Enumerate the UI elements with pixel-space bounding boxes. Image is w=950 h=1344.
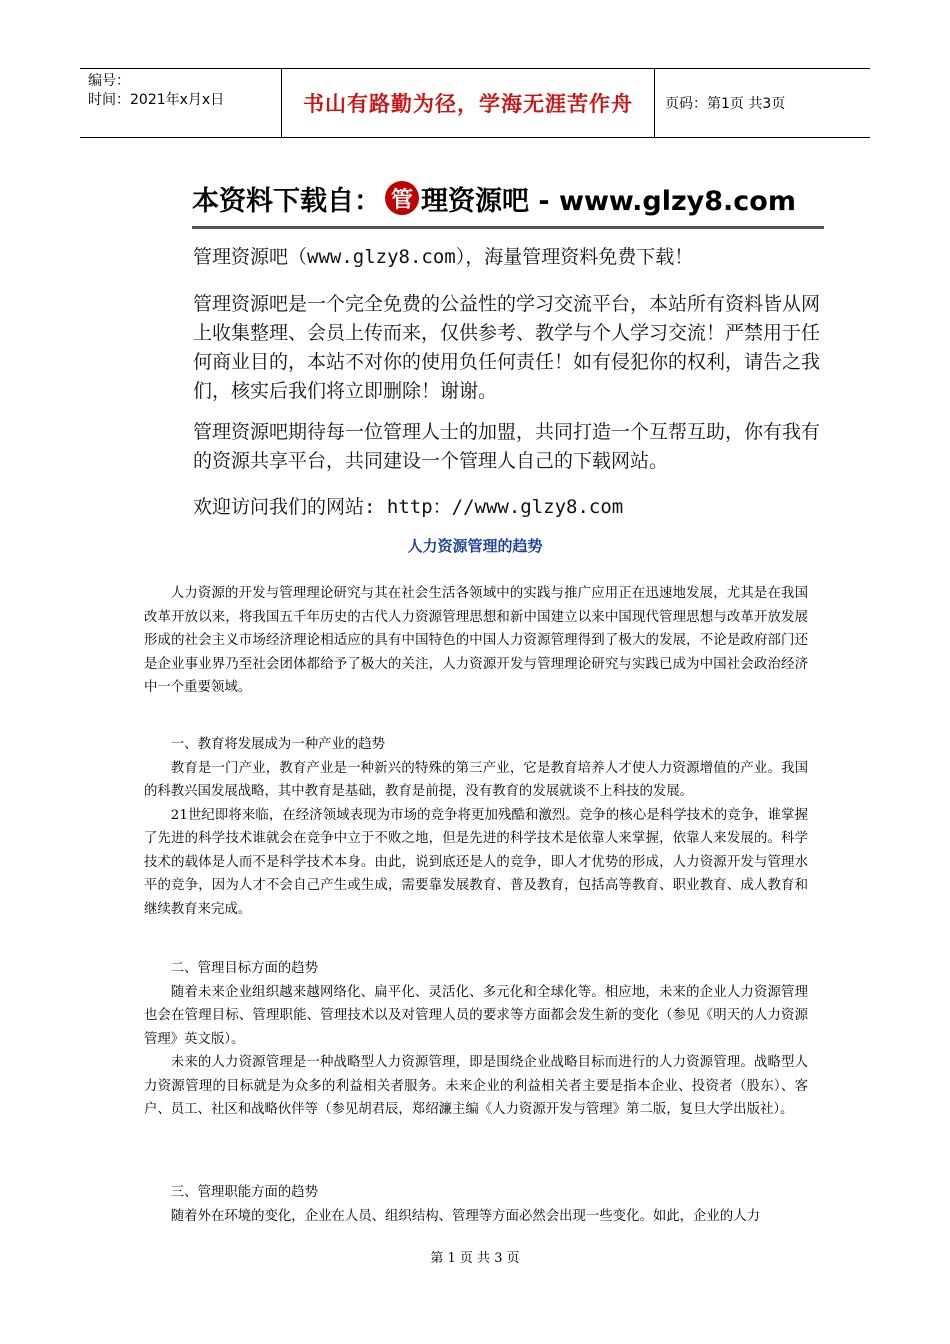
banner-prefix: 本资料下载自： (192, 185, 381, 217)
section-3 (144, 1181, 808, 1228)
promo-text-4: 欢迎访问我们的网站: http：//www.glzy8.com (193, 496, 624, 518)
banner-divider (192, 226, 824, 229)
section-2-paragraph-2: 未来的人力资源管理是一种战略型人力资源管理，即是围绕企业战略目标而进行的人力资源管理。战略型人力资源管理的目标就是为众多的利益相关者服务。未来企业的利益相关者主要是指本企业、投资者（股东）、客户、员工、社区和战略伙伴等（参见胡君辰，郑绍濂主编《人力资源开发与管理》第二版，复旦大学出版社）。 (144, 1055, 808, 1117)
source-banner (192, 168, 824, 228)
header-page-info: 页码：第1页 共3页 (665, 96, 786, 112)
article-title: 人力资源管理的趋势 (407, 537, 543, 555)
page-footer: 第 1 页 共 3 页 (430, 1251, 520, 1266)
promo-text-2: 管理资源吧是一个完全免费的公益性的学习交流平台，本站所有资料皆从网上收集整理、会员上传而来，仅供参考、教学与个人学习交流！严禁用于任何商业目的，本站不对你的使用负任何责任！如有侵犯你的权利，请告之我们，核实后我们将立即删除！谢谢。 (193, 293, 821, 402)
section-3-paragraph-1: 随着外在环境的变化，企业在人员、组织结构、管理等方面必然会出现一些变化。如此，企业的人力 (170, 1208, 760, 1224)
section-2-paragraph-1: 随着未来企业组织越来越网络化、扁平化、灵活化、多元化和全球化等。相应地，未来的企业人力资源管理也会在管理目标、管理职能、管理技术以及对管理人员的要求等方面都会发生新的变化（参见《明天的人力资源管理》英文版）。 (144, 984, 808, 1047)
promo-text-1: 管理资源吧（www.glzy8.com），海量管理资料免费下载！ (193, 246, 694, 268)
article-intro (144, 582, 808, 700)
section-3-heading: 三、管理职能方面的趋势 (170, 1185, 319, 1200)
document-header (80, 68, 870, 138)
section-1-paragraph-1: 教育是一门产业，教育产业是一种新兴的特殊的第三产业，它是教育培养人才使人力资源增值的产业。我国的科教兴国发展战略，其中教育是基础，教育是前提，没有教育的发展就谈不上科技的发展。 (144, 760, 808, 799)
banner-brand: 理资源吧 - www.glzy8.com (421, 185, 796, 217)
intro-paragraph: 人力资源的开发与管理理论研究与其在社会生活各领域中的实践与推广应用正在迅速地发展，尤其是在我国改革开放以来，将我国五千年历史的古代人力资源管理思想和新中国建立以来中国现代管理思想与改革开放发展形成的社会主义市场经济理论相适应的具有中国特色的中国人力资源管理得到了极大的发展，不论是政府部门还是企业事业界乃至社会团体都给予了极大的关注，人力资源开发与管理理论研究与实践已成为中国社会政治经济中一个重要领域。 (144, 586, 808, 695)
brand-logo-icon: 管 (385, 181, 419, 215)
section-1-heading: 一、教育将发展成为一种产业的趋势 (170, 737, 386, 752)
header-time: 时间：2021年x月x日 (88, 92, 225, 108)
section-1-paragraph-2: 21世纪即将来临，在经济领域表现为市场的竞争将更加残酷和激烈。竞争的核心是科学技术的竞争，谁掌握了先进的科学技术谁就会在竞争中立于不败之地，但是先进的科学技术是依靠人来掌握，依靠人来发展的。科学技术的载体是人而不是科学技术本身。由此，说到底还是人的竞争，即人才优势的形成，人力资源开发与管理水平的竞争，因为人才不会自己产生或生成，需要靠发展教育、普及教育，包括高等教育、职业教育、成人教育和继续教育来完成。 (144, 807, 808, 917)
promo-paragraph-3 (193, 418, 833, 476)
section-2-heading: 二、管理目标方面的趋势 (170, 961, 319, 976)
header-motto: 书山有路勤为径，学海无涯苦作舟 (282, 69, 655, 137)
promo-paragraph-2 (193, 290, 833, 406)
promo-line-1 (193, 243, 833, 272)
section-1 (144, 733, 808, 921)
section-2 (144, 957, 808, 1122)
promo-text-3: 管理资源吧期待每一位管理人士的加盟，共同打造一个互帮互助，你有我有的资源共享平台，共同建设一个管理人自己的下载网站。 (193, 421, 821, 472)
header-meta (80, 69, 282, 137)
promo-website (193, 493, 833, 522)
header-number: 编号： (88, 73, 130, 89)
